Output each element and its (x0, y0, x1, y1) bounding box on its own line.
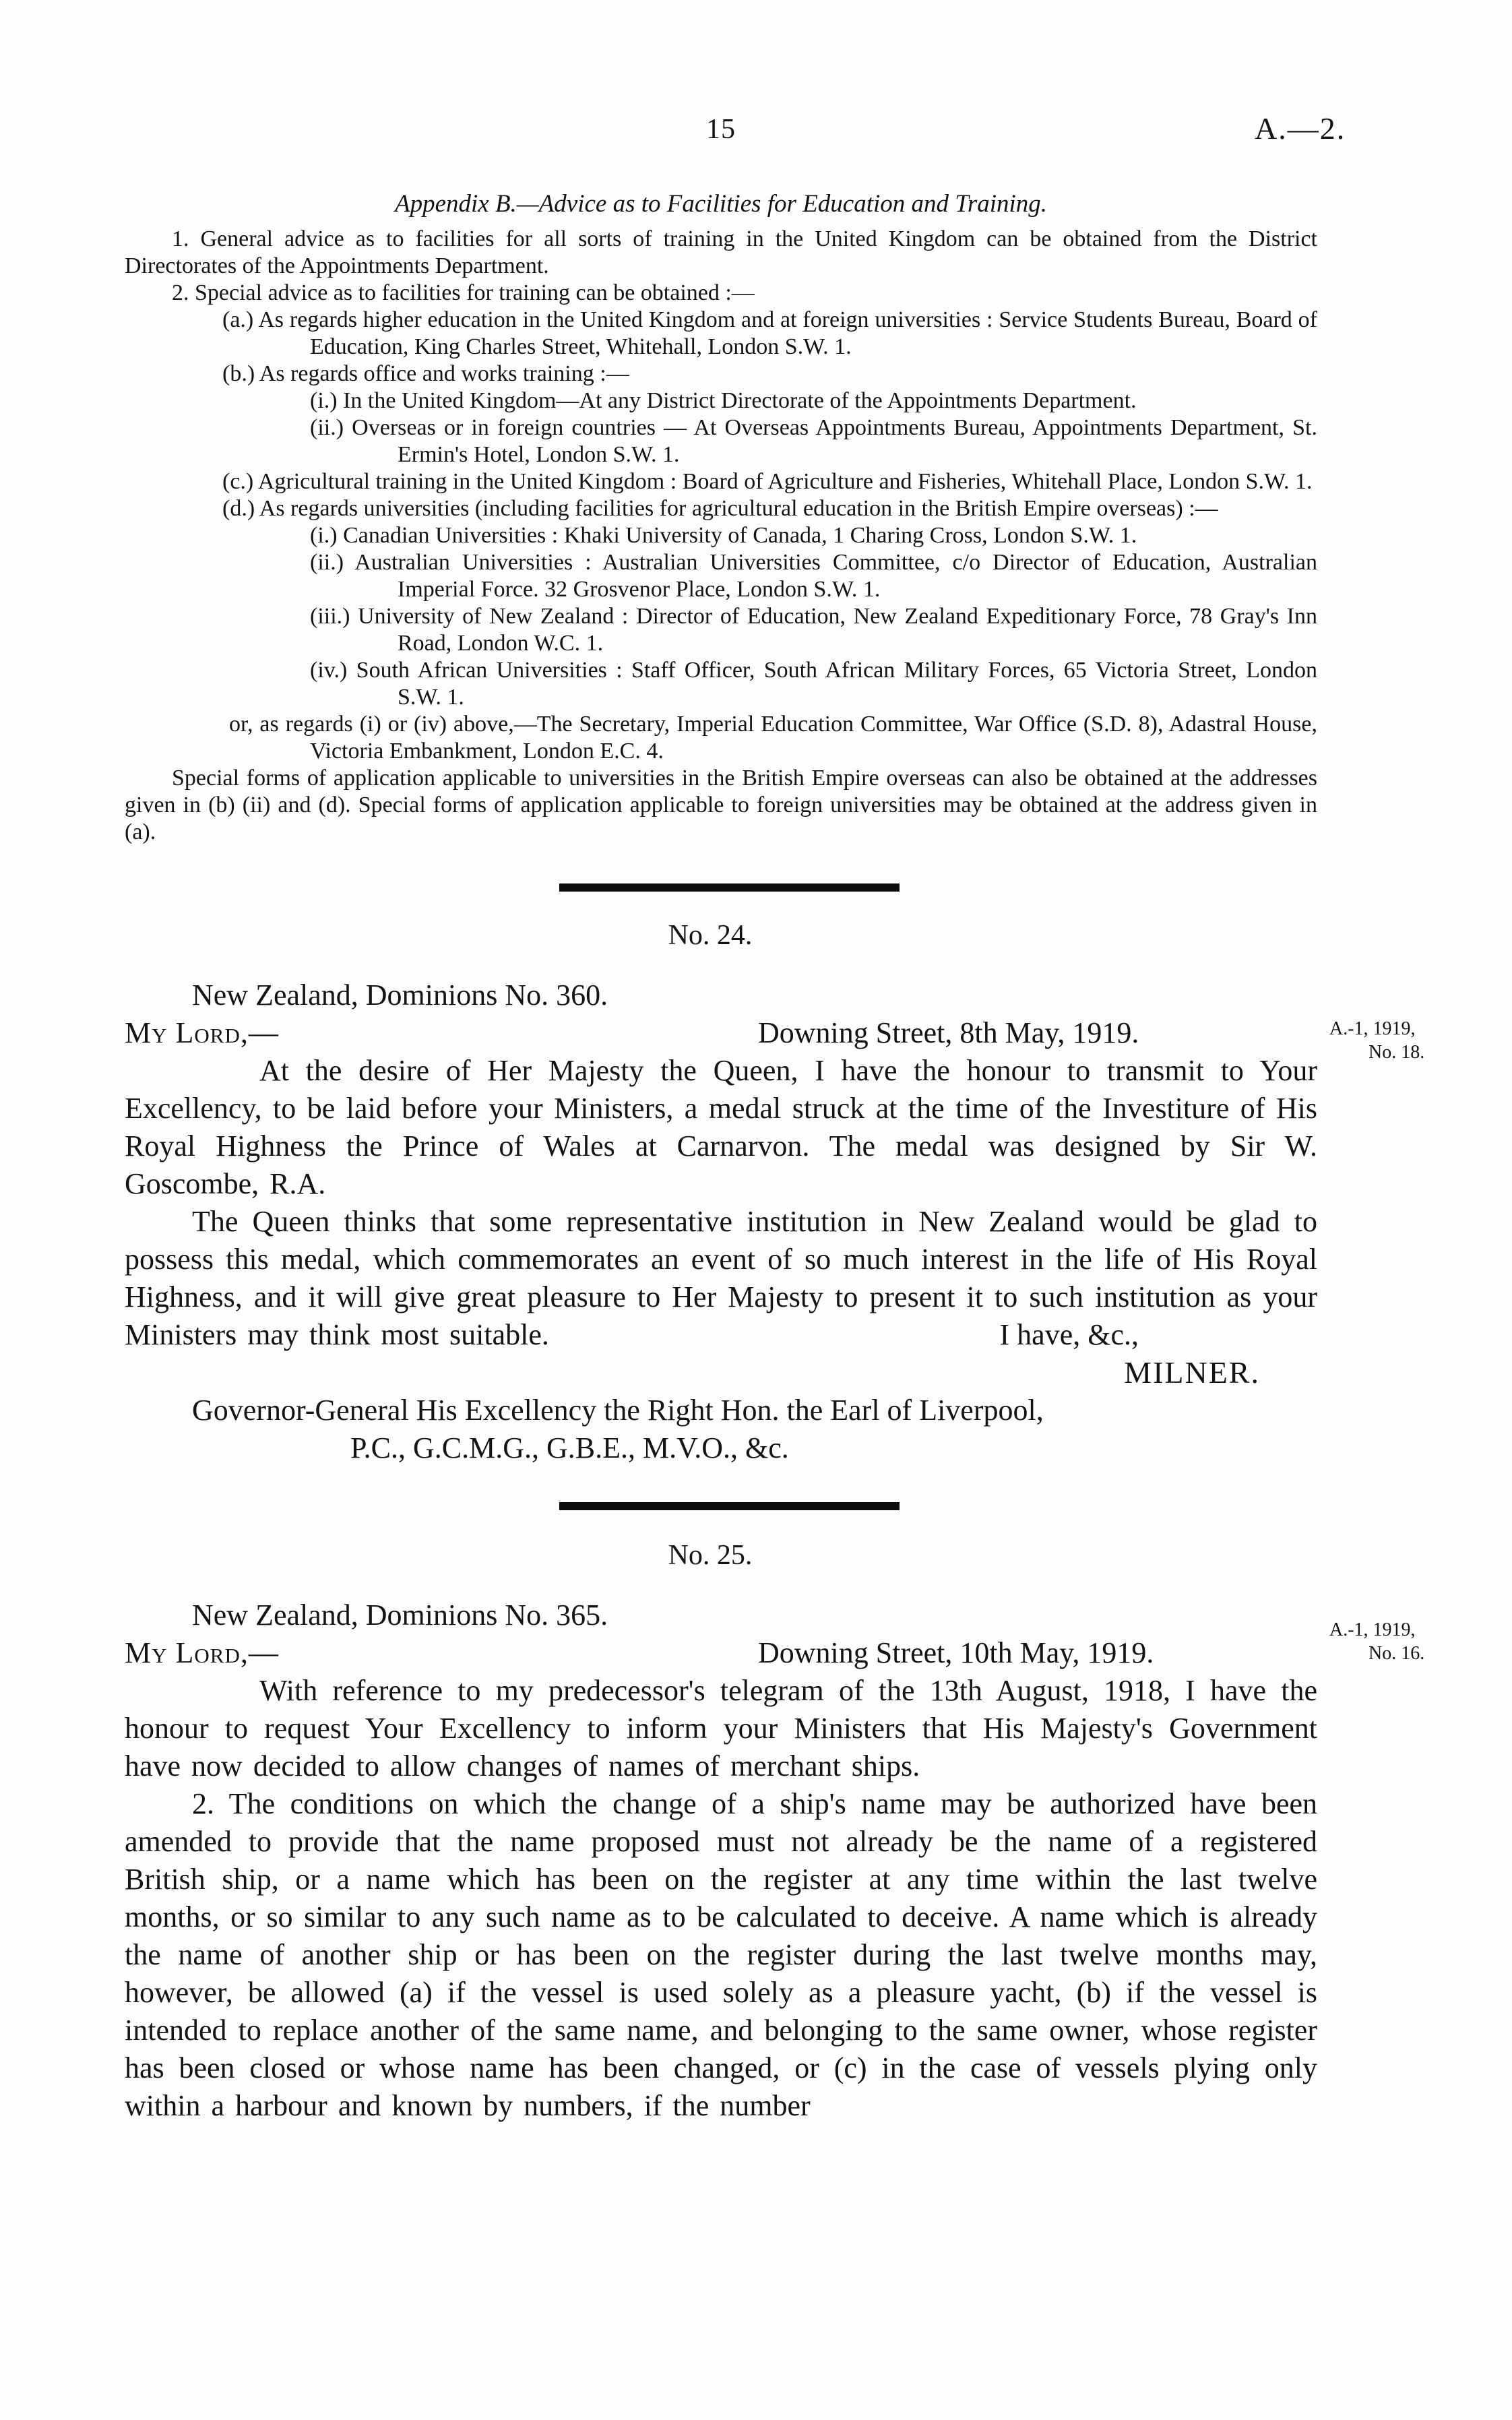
appendix-item-d-iii: (iii.) University of New Zealand : Director of Education, New Zealand Expeditionary Force, 78 Gray's Inn Road, London W.C. 1. (310, 604, 1317, 656)
section-divider (559, 1502, 900, 1510)
salutation-row (125, 1634, 1317, 1672)
valediction: I have, &c., (999, 1318, 1139, 1351)
letter-paragraph: At the desire of Her Majesty the Queen, I have the honour to transmit to Your Excellency, to be laid before your Ministers, a medal struck at the time of the Investiture of His Royal Highness the Prince of Wales at Carnarvon. The medal was designed by Sir W. Goscombe, R.A. (125, 1054, 1317, 1200)
appendix-item-d-i: (i.) Canadian Universities : Khaki University of Canada, 1 Charing Cross, London S.W. 1. (310, 523, 1137, 548)
margin-note-line1: A.-1, 1919, (1329, 1018, 1416, 1039)
letter-reference-line: New Zealand, Dominions No. 365. (192, 1599, 608, 1632)
appendix-section (125, 191, 1317, 846)
margin-note-line2: No. 16. (1368, 1643, 1425, 1664)
dateline: Downing Street, 8th May, 1919. (758, 1016, 1139, 1049)
appendix-item-d-ii: (ii.) Australian Universities : Australian Universities Committee, c/o Director of Education, Australian Imperial Force. 32 Grosvenor Place, London S.W. 1. (310, 550, 1317, 602)
appendix-item-d: (d.) As regards universities (including facilities for agricultural education in the British Empire overseas) :— (222, 496, 1218, 521)
margin-note-line2: No. 18. (1368, 1042, 1425, 1063)
page-number: 15 (706, 114, 736, 145)
section-divider (559, 883, 900, 892)
paper-reference: A.—2. (1255, 111, 1346, 146)
margin-note-line1: A.-1, 1919, (1329, 1619, 1416, 1640)
salutation: My Lord,— (125, 1016, 279, 1049)
appendix-item-c: (c.) Agricultural training in the United Kingdom : Board of Agriculture and Fisheries, Whitehall Place, London S.W. 1. (222, 469, 1313, 494)
appendix-item-d-iv: (iv.) South African Universities : Staff Officer, South African Military Forces, 65 Victoria Street, London S.W. 1. (310, 658, 1317, 710)
margin-citation-note (1329, 1017, 1511, 1064)
appendix-para-general-advice: 1. General advice as to facilities for all sorts of training in the United Kingdom can be obtained from the District Directorates of the Appointments Department. (125, 226, 1317, 278)
signature: MILNER. (1124, 1355, 1260, 1390)
salutation-row (125, 1014, 1317, 1052)
appendix-para-special-advice: 2. Special advice as to facilities for training can be obtained :— (172, 280, 755, 305)
letter-paragraph: 2. The conditions on which the change of a ship's name may be authorized have been amended to provide that the name proposed must not already be the name of a registered British ship, or a name which has been on the register at any time within the last twelve months, or so similar to any such name as to be calculated to deceive. A name which is already the name of another ship or has been on the register during the last twelve months may, however, be allowed (a) if the vessel is used solely as a pleasure yacht, (b) if the vessel is intended to replace another of the same name, and belonging to the same owner, whose register has been closed or whose name has been changed, or (c) in the case of vessels plying only within a harbour and known by numbers, if the number (125, 1787, 1317, 2122)
letter-number-heading: No. 25. (668, 1540, 753, 1571)
appendix-item-b-i: (i.) In the United Kingdom—At any District Directorate of the Appointments Department. (310, 388, 1137, 413)
letter-no-25 (125, 1539, 1425, 2125)
appendix-para-special-forms: Special forms of application applicable to universities in the British Empire overseas can also be obtained at the addresses given in (b) (ii) and (d). Special forms of application applicable to foreign universities may be obtained at the address given in (a). (125, 766, 1317, 844)
letter-number-heading: No. 24. (668, 920, 753, 951)
appendix-heading: Appendix B.—Advice as to Facilities for Education and Training. (394, 190, 1048, 218)
addressee-line-2: P.C., G.C.M.G., G.B.E., M.V.O., &c. (350, 1431, 789, 1464)
letter-reference-line: New Zealand, Dominions No. 360. (192, 979, 608, 1012)
addressee-line-1: Governor-General His Excellency the Right Hon. the Earl of Liverpool, (192, 1394, 1044, 1427)
dateline: Downing Street, 10th May, 1919. (758, 1636, 1154, 1669)
appendix-item-b-ii: (ii.) Overseas or in foreign countries — At Overseas Appointments Bureau, Appointments Department, St. Ermin's Hotel, London S.W. 1. (310, 415, 1317, 467)
text-column (125, 0, 1425, 2125)
margin-citation-note (1329, 1618, 1511, 1665)
letter-paragraph: The Queen thinks that some representative institution in New Zealand would be glad to possess this medal, which commemorates an event of so much interest in the life of His Royal Highness, and it will give great pleasure to Her Majesty to present it to such institution as your Ministers may think most suitable. (125, 1205, 1317, 1351)
letter-no-24 (125, 919, 1425, 1467)
salutation: My Lord,— (125, 1636, 279, 1669)
appendix-item-a: (a.) As regards higher education in the United Kingdom and at foreign universities : Service Students Bureau, Board of Education, King Charles Street, Whitehall, London S.W. 1. (222, 307, 1317, 359)
letter-paragraph: With reference to my predecessor's telegram of the 13th August, 1918, I have the honour to request Your Excellency to inform your Ministers that His Majesty's Government have now decided to allow changes of names of merchant ships. (125, 1674, 1317, 1782)
appendix-item-or: or, as regards (i) or (iv) above,—The Secretary, Imperial Education Committee, War Office (S.D. 8), Adastral House, Victoria Embankment, London E.C. 4. (229, 712, 1317, 764)
appendix-item-b: (b.) As regards office and works training :— (222, 361, 629, 386)
